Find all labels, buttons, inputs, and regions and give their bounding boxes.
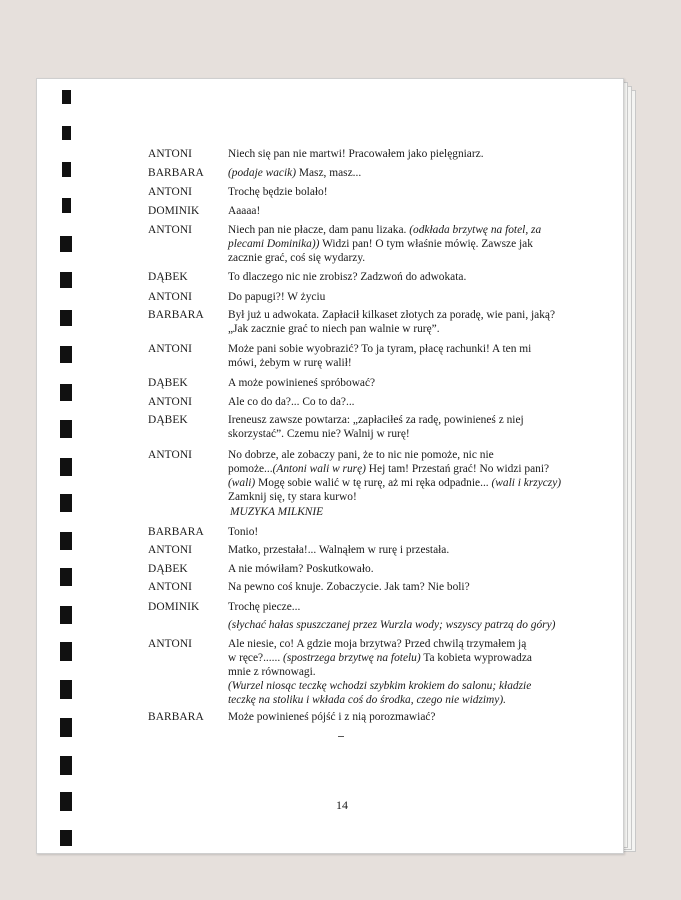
dialogue-text: Zamknij się, ty stara kurwo! bbox=[228, 491, 357, 503]
binding-hole bbox=[60, 606, 72, 624]
stage-direction: (wali i krzyczy) bbox=[491, 477, 562, 489]
dialogue-line bbox=[148, 448, 568, 506]
dialogue-text: Widzi pan! O tym właśnie mówię. Zawsze jak bbox=[319, 238, 533, 250]
speaker-name: DOMINIK bbox=[148, 601, 200, 613]
dialogue-text: pomoże... bbox=[228, 463, 273, 475]
dialogue-text: Był już u adwokata. Zapłacił kilkaset złotych za poradę, wie pani, jaką? bbox=[228, 309, 556, 321]
dialogue-text: Aaaaa! bbox=[228, 205, 261, 217]
speaker-name: BARBARA bbox=[148, 526, 204, 538]
dialogue-text: Do papugi?! W życiu bbox=[228, 291, 326, 303]
binding-hole bbox=[60, 494, 72, 512]
page-mark bbox=[338, 736, 344, 737]
dialogue-line bbox=[148, 413, 568, 443]
dialogue-line bbox=[148, 637, 568, 709]
dialogue-text: w ręce?...... bbox=[228, 652, 284, 664]
dialogue-line bbox=[148, 223, 568, 268]
dialogue-text: Niech się pan nie martwi! Pracowałem jako pielęgniarz. bbox=[228, 148, 484, 160]
dialogue-text: Trochę będzie bolało! bbox=[228, 186, 328, 198]
dialogue-text: zacznie grać, coś się wydarzy. bbox=[228, 252, 366, 264]
page-number: 14 bbox=[336, 798, 348, 812]
speaker-name: ANTONI bbox=[148, 224, 193, 236]
dialogue-text: Może pani sobie wyobrazić? To ja tyram, płacę rachunki! A ten mi bbox=[228, 343, 532, 355]
dialogue-line bbox=[148, 342, 568, 372]
binding-hole bbox=[60, 346, 72, 363]
stage-direction-water-noise: (słychać hałas spuszczanej przez Wurzla wody; wszyscy patrzą do góry) bbox=[228, 619, 556, 631]
binding-hole bbox=[62, 90, 71, 104]
dialogue-text: To dlaczego nic nie zrobisz? Zadzwoń do adwokata. bbox=[228, 271, 467, 283]
dialogue-text: Ale co do da?... Co to da?... bbox=[228, 396, 355, 408]
binding-hole bbox=[62, 126, 71, 140]
dialogue-text: Tonio! bbox=[228, 526, 259, 538]
dialogue-text: Może powinieneś pójść i z nią porozmawiać? bbox=[228, 711, 436, 723]
stage-direction-music-stops: MUZYKA MILKNIE bbox=[230, 506, 324, 518]
binding-hole bbox=[60, 236, 72, 252]
binding-hole bbox=[60, 310, 72, 326]
binding-hole bbox=[60, 532, 72, 550]
speaker-name: ANTONI bbox=[148, 343, 193, 355]
dialogue-text: Na pewno coś knuje. Zobaczycie. Jak tam? Nie boli? bbox=[228, 581, 470, 593]
binding-hole bbox=[62, 198, 71, 213]
dialogue-text: Mogę sobie walić w tę rurę, aż mi ręka odpadnie... bbox=[255, 477, 492, 489]
stage-direction: (odkłada brzytwę na fotel, za bbox=[409, 224, 542, 236]
dialogue-text: Hej tam! Przestań grać! No widzi pani? bbox=[365, 463, 550, 475]
binding-hole bbox=[60, 830, 72, 846]
dialogue-text: Matko, przestała!... Walnąłem w rurę i przestała. bbox=[228, 544, 450, 556]
binding-hole bbox=[60, 272, 72, 288]
dialogue-text: mówi, żebym w rurę walił! bbox=[228, 357, 352, 369]
binding-hole bbox=[60, 756, 72, 775]
speaker-name: DĄBEK bbox=[148, 563, 188, 575]
dialogue-text: skorzystać”. Czemu nie? Walnij w rurę! bbox=[228, 428, 410, 440]
speaker-name: ANTONI bbox=[148, 291, 193, 303]
speaker-name: DĄBEK bbox=[148, 271, 188, 283]
speaker-name: ANTONI bbox=[148, 396, 193, 408]
speaker-name: ANTONI bbox=[148, 581, 193, 593]
stage-direction: (wali) bbox=[228, 477, 256, 489]
dialogue-text: Trochę piecze... bbox=[228, 601, 301, 613]
binding-hole bbox=[62, 162, 71, 177]
stage-direction: (spostrzega brzytwę na fotelu) bbox=[283, 652, 421, 664]
speaker-name: ANTONI bbox=[148, 449, 193, 461]
dialogue-text: Ale niesie, co! A gdzie moja brzytwa? Przed chwilą trzymałem ją bbox=[228, 638, 527, 650]
speaker-name: BARBARA bbox=[148, 167, 204, 179]
speaker-name: ANTONI bbox=[148, 148, 193, 160]
binding-hole bbox=[60, 384, 72, 401]
stage-direction: teczkę na stoliku i wkłada coś do środka, czego nie widzimy). bbox=[228, 694, 506, 706]
dialogue-text: Ta kobieta wyprowadza bbox=[420, 652, 532, 664]
speaker-name: ANTONI bbox=[148, 544, 193, 556]
dialogue-text: No dobrze, ale zobaczy pani, że to nic nie pomoże, nic nie bbox=[228, 449, 494, 461]
binding-hole bbox=[60, 718, 72, 737]
dialogue-text: A nie mówiłam? Poskutkowało. bbox=[228, 563, 374, 575]
speaker-name: DĄBEK bbox=[148, 377, 188, 389]
dialogue-line bbox=[148, 308, 568, 338]
binding-hole bbox=[60, 680, 72, 699]
dialogue-text: Ireneusz zawsze powtarza: „zapłaciłeś za radę, powinieneś z niej bbox=[228, 414, 524, 426]
stage-direction: (Antoni wali w rurę) bbox=[272, 463, 366, 475]
stage-direction: (podaje wacik) bbox=[228, 167, 297, 179]
binding-hole bbox=[60, 458, 72, 476]
speaker-name: DĄBEK bbox=[148, 414, 188, 426]
dialogue-text: mnie z równowagi. bbox=[228, 666, 316, 678]
binding-hole bbox=[60, 642, 72, 661]
dialogue-text: Niech pan nie płacze, dam panu lizaka. bbox=[228, 224, 410, 236]
dialogue-text: Masz, masz... bbox=[296, 167, 362, 179]
dialogue-text: A może powinieneś spróbować? bbox=[228, 377, 376, 389]
binding-hole bbox=[60, 420, 72, 438]
stage-direction: (Wurzel niosąc teczkę wchodzi szybkim krokiem do salonu; kładzie bbox=[228, 680, 532, 692]
binding-hole bbox=[60, 568, 72, 586]
binding-hole bbox=[60, 792, 72, 811]
speaker-name: DOMINIK bbox=[148, 205, 200, 217]
speaker-name: BARBARA bbox=[148, 711, 204, 723]
stage-direction: plecami Dominika)) bbox=[228, 238, 320, 250]
speaker-name: BARBARA bbox=[148, 309, 204, 321]
speaker-name: ANTONI bbox=[148, 638, 193, 650]
dialogue-text: „Jak zacznie grać to niech pan walnie w rurę”. bbox=[228, 323, 440, 335]
speaker-name: ANTONI bbox=[148, 186, 193, 198]
